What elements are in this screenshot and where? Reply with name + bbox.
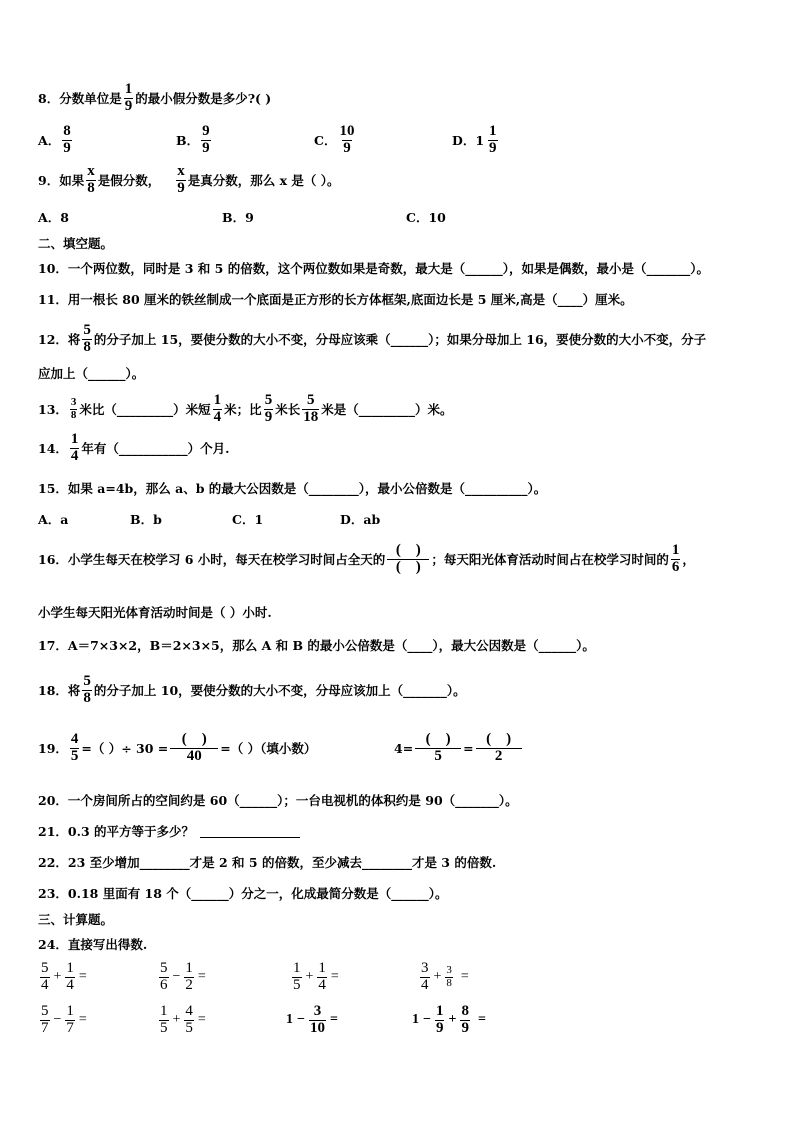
question-10: 10．一个两位数，同时是 3 和 5 的倍数，这个两位数如果是奇数，最大是（______），如果是偶数，最小是（_______）。: [38, 261, 709, 276]
q15-option-a: A．a: [38, 512, 69, 527]
question-23: 23．0.18 里面有 18 个（______）分之一，化成最简分数是（______）。: [38, 886, 448, 901]
answer-blank[interactable]: [200, 825, 300, 838]
blank-fraction: $\frac{( )}{5}$: [415, 732, 461, 765]
question-20: 20．一个房间所占的空间约是 60（______）；一台电视机的体积约是 90（_______）。: [38, 793, 518, 808]
question-18: 18．将 $\frac{5}{8}$ 的分子加上 10，要使分数的大小不变，分母应该加上（_______）。: [38, 673, 466, 706]
calc-item: $\frac{1}{5}$ + $\frac{4}{5}$ =: [160, 1003, 206, 1036]
blank-fraction: $\frac{( )}{2}$: [476, 732, 522, 765]
question-17: 17．A＝7×3×2，B＝2×3×5，那么 A 和 B 的最小公倍数是（____），最大公因数是（______）。: [38, 638, 595, 653]
q9-option-a: A．8: [38, 210, 69, 225]
question-9: 9．如果 $\frac{x}{8}$ 是假分数， $\frac{x}{9}$ 是真分数，那么 x 是（ ）。: [38, 163, 340, 196]
q15-option-c: C．1: [232, 512, 264, 527]
calc-item: 1 − $\frac{1}{9}$ + $\frac{8}{9}$ =: [412, 1003, 486, 1036]
question-12-cont: 应加上（______）。: [38, 366, 145, 381]
q8-stem-end: 的最小假分数是多少?( ): [135, 91, 272, 107]
q8-option-c: C． $\frac{10}{9}$: [314, 123, 355, 156]
calc-item: $\frac{1}{5}$ + $\frac{1}{4}$ =: [293, 960, 339, 993]
blank-fraction: $\frac{( )}{40}$: [170, 732, 218, 765]
question-14: 14． $\frac{1}{4}$ 年有（___________）个月.: [38, 431, 230, 464]
q8-option-b: B． $\frac{9}{9}$: [176, 123, 210, 156]
q15-option-b: B．b: [130, 512, 162, 527]
question-12: 12．将 $\frac{5}{8}$ 的分子加上 15，要使分数的大小不变，分母应该乘（______）；如果分母加上 16，要使分数的大小不变，分子: [38, 322, 707, 355]
fraction: $\frac{1}{9}$: [124, 81, 133, 114]
calc-item: $\frac{5}{6}$ − $\frac{1}{2}$ =: [160, 960, 206, 993]
calc-item: $\frac{5}{7}$ − $\frac{1}{7}$ =: [41, 1003, 87, 1036]
q8-stem: 8．分数单位是: [38, 91, 122, 107]
question-19-part2: 4= $\frac{( )}{5}$ = $\frac{( )}{2}$: [394, 732, 524, 765]
question-19: 19． $\frac{4}{5}$ =（ ）÷ 30 = $\frac{( )}{40}$ =（ ）（填小数）: [38, 731, 317, 764]
question-16-cont: 小学生每天阳光体育活动时间是（ ）小时.: [38, 605, 272, 620]
section-heading-calc: 三、计算题。: [38, 912, 114, 927]
question-15: 15．如果 a=4b，那么 a、b 的最大公因数是（________），最小公倍数是（__________）。: [38, 481, 547, 496]
calc-item: $\frac{3}{4}$ + $\frac{3}{8}$ =: [421, 960, 469, 993]
section-heading-fill: 二、填空题。: [38, 236, 114, 251]
question-8: [38, 82, 271, 115]
q9-option-b: B．9: [222, 210, 254, 225]
question-13: 13． $\frac{3}{8}$ 米比（_________）米短 $\frac{1}{4}$ 米；比 $\frac{5}{9}$ 米长 $\frac{5}{18}$ 米是（_________）米。: [38, 392, 453, 425]
question-24: 24．直接写出得数.: [38, 937, 148, 952]
calc-item: $\frac{5}{4}$ + $\frac{1}{4}$ =: [41, 960, 87, 993]
q8-option-d: D． 1 $\frac{1}{9}$: [452, 123, 497, 156]
question-22: 22．23 至少增加________才是 2 和 5 的倍数，至少减去________才是 3 的倍数.: [38, 855, 497, 870]
q15-option-d: D．ab: [340, 512, 381, 527]
q9-option-c: C．10: [406, 210, 446, 225]
q8-option-a: A． $\frac{8}{9}$: [38, 123, 71, 156]
blank-fraction: $\frac{( )}{( )}$: [387, 543, 429, 576]
calc-item: 1 − $\frac{3}{10}$ =: [286, 1003, 338, 1036]
question-11: 11．用一根长 80 厘米的铁丝制成一个底面是正方形的长方体框架,底面边长是 5 厘米,高是（____）厘米。: [38, 292, 633, 307]
question-16: 16．小学生每天在校学习 6 小时，每天在校学习时间占全天的 $\frac{( )}{( )}$ ；每天阳光体育活动时间占在校学习时间的 $\frac{1}{6}$ ，: [38, 542, 695, 575]
question-21: 21．0.3 的平方等于多少？: [38, 822, 300, 840]
